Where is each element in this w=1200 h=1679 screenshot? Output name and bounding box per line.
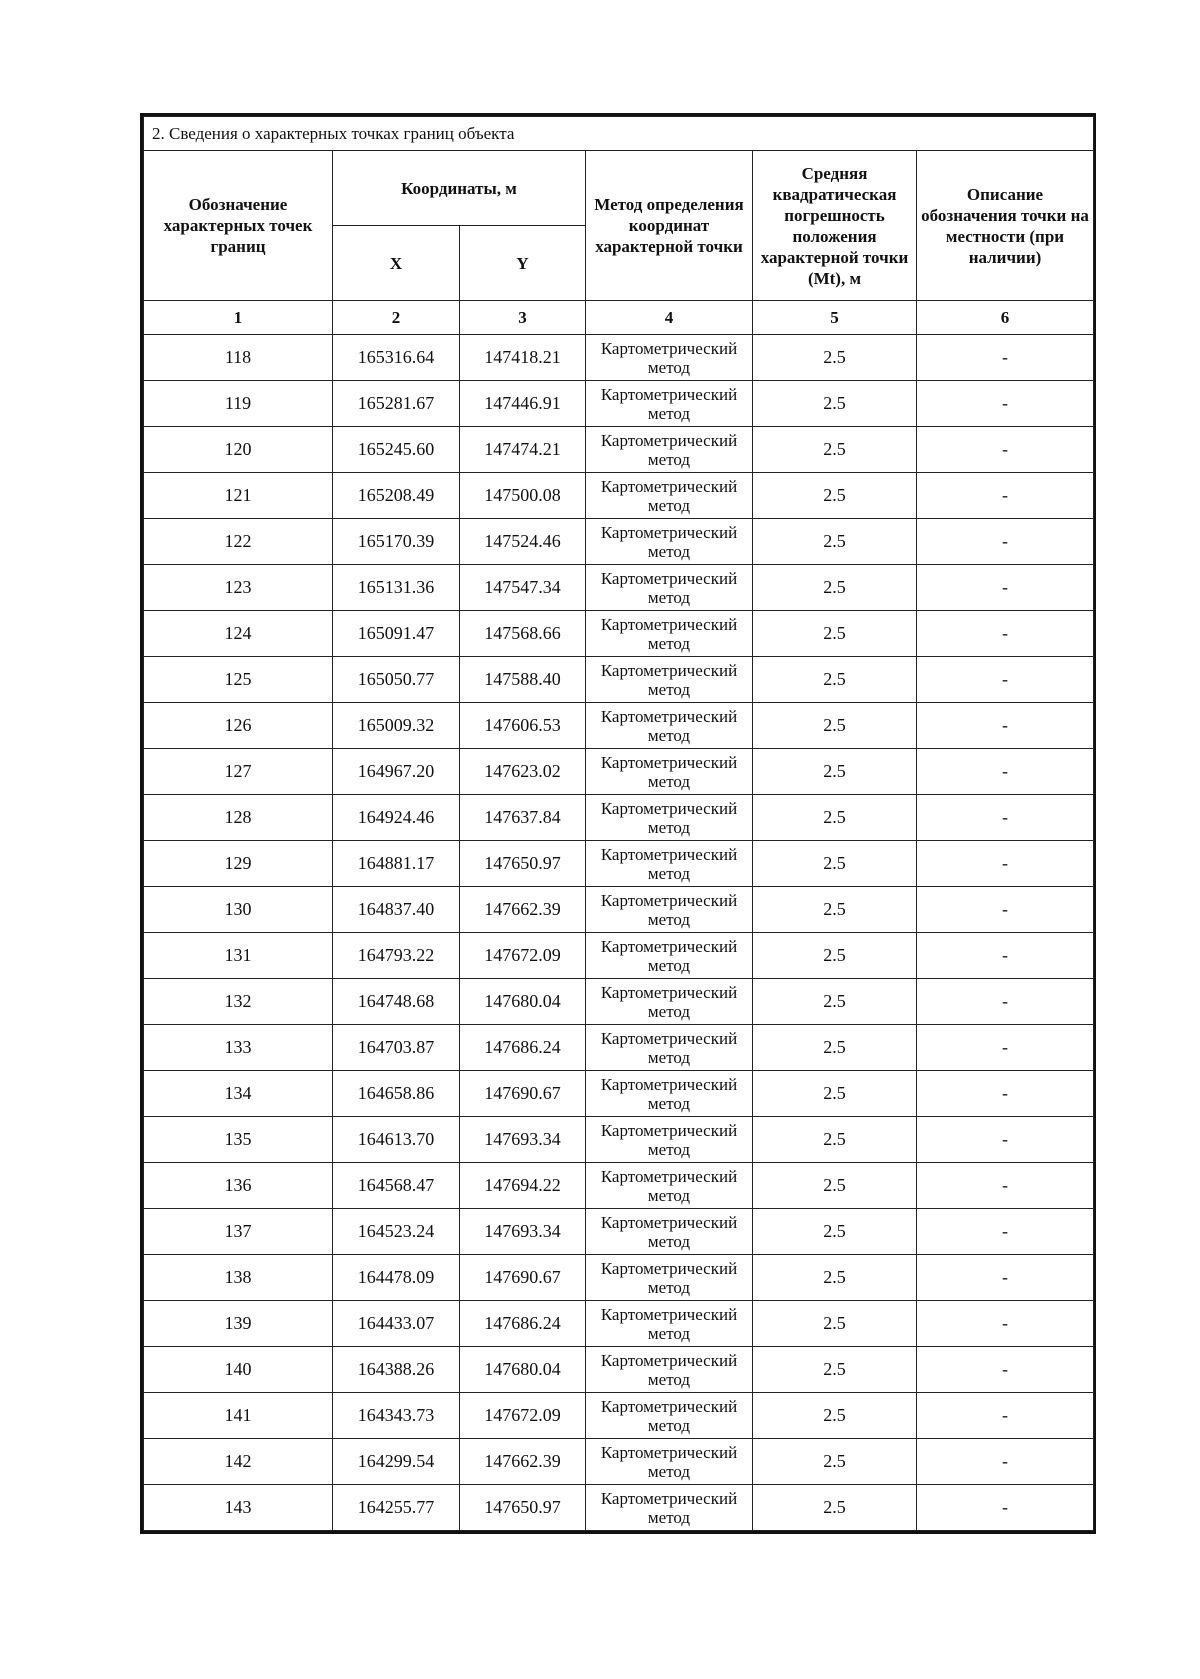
error-cell: 2.5 <box>753 1209 917 1255</box>
table-row <box>144 1255 1094 1301</box>
table-row <box>144 933 1094 979</box>
x-coordinate-cell: 164433.07 <box>333 1301 460 1347</box>
y-coordinate-cell: 147588.40 <box>460 657 586 703</box>
method-cell: Картометрический метод <box>586 1485 753 1531</box>
point-designation-cell: 133 <box>144 1025 333 1071</box>
error-cell: 2.5 <box>753 1025 917 1071</box>
point-designation-cell: 118 <box>144 335 333 381</box>
y-coordinate-cell: 147686.24 <box>460 1025 586 1071</box>
point-designation-cell: 120 <box>144 427 333 473</box>
description-cell: - <box>917 749 1094 795</box>
section-title: 2. Сведения о характерных точках границ объекта <box>144 117 1094 151</box>
error-cell: 2.5 <box>753 795 917 841</box>
method-cell: Картометрический метод <box>586 749 753 795</box>
y-coordinate-cell: 147637.84 <box>460 795 586 841</box>
method-cell: Картометрический метод <box>586 1071 753 1117</box>
header-y: Y <box>460 226 586 301</box>
point-designation-cell: 123 <box>144 565 333 611</box>
description-cell: - <box>917 979 1094 1025</box>
description-cell: - <box>917 1163 1094 1209</box>
column-number: 3 <box>460 301 586 335</box>
description-cell: - <box>917 703 1094 749</box>
method-cell: Картометрический метод <box>586 519 753 565</box>
description-cell: - <box>917 933 1094 979</box>
description-cell: - <box>917 1301 1094 1347</box>
description-cell: - <box>917 887 1094 933</box>
y-coordinate-cell: 147690.67 <box>460 1071 586 1117</box>
method-cell: Картометрический метод <box>586 1209 753 1255</box>
y-coordinate-cell: 147418.21 <box>460 335 586 381</box>
x-coordinate-cell: 164967.20 <box>333 749 460 795</box>
x-coordinate-cell: 165245.60 <box>333 427 460 473</box>
error-cell: 2.5 <box>753 841 917 887</box>
y-coordinate-cell: 147694.22 <box>460 1163 586 1209</box>
column-number: 1 <box>144 301 333 335</box>
y-coordinate-cell: 147446.91 <box>460 381 586 427</box>
error-cell: 2.5 <box>753 427 917 473</box>
header-description: Описание обозначения точки на местности (при наличии) <box>917 151 1094 301</box>
point-designation-cell: 141 <box>144 1393 333 1439</box>
error-cell: 2.5 <box>753 1163 917 1209</box>
table-row <box>144 473 1094 519</box>
description-cell: - <box>917 1071 1094 1117</box>
table-row <box>144 1071 1094 1117</box>
description-cell: - <box>917 1209 1094 1255</box>
description-cell: - <box>917 657 1094 703</box>
point-designation-cell: 122 <box>144 519 333 565</box>
point-designation-cell: 131 <box>144 933 333 979</box>
boundary-points-table-frame <box>140 113 1096 1534</box>
y-coordinate-cell: 147662.39 <box>460 887 586 933</box>
x-coordinate-cell: 165316.64 <box>333 335 460 381</box>
header-designation: Обозначение характерных точек границ <box>144 151 333 301</box>
y-coordinate-cell: 147672.09 <box>460 1393 586 1439</box>
y-coordinate-cell: 147650.97 <box>460 1485 586 1531</box>
x-coordinate-cell: 164703.87 <box>333 1025 460 1071</box>
error-cell: 2.5 <box>753 1439 917 1485</box>
table-row <box>144 657 1094 703</box>
method-cell: Картометрический метод <box>586 1117 753 1163</box>
error-cell: 2.5 <box>753 1485 917 1531</box>
x-coordinate-cell: 164748.68 <box>333 979 460 1025</box>
y-coordinate-cell: 147693.34 <box>460 1209 586 1255</box>
error-cell: 2.5 <box>753 473 917 519</box>
y-coordinate-cell: 147686.24 <box>460 1301 586 1347</box>
table-row <box>144 1347 1094 1393</box>
error-cell: 2.5 <box>753 381 917 427</box>
x-coordinate-cell: 165091.47 <box>333 611 460 657</box>
method-cell: Картометрический метод <box>586 427 753 473</box>
table-row <box>144 841 1094 887</box>
x-coordinate-cell: 164523.24 <box>333 1209 460 1255</box>
y-coordinate-cell: 147680.04 <box>460 979 586 1025</box>
error-cell: 2.5 <box>753 1117 917 1163</box>
x-coordinate-cell: 165281.67 <box>333 381 460 427</box>
description-cell: - <box>917 841 1094 887</box>
x-coordinate-cell: 164343.73 <box>333 1393 460 1439</box>
table-row <box>144 1485 1094 1531</box>
description-cell: - <box>917 335 1094 381</box>
table-row <box>144 1301 1094 1347</box>
point-designation-cell: 126 <box>144 703 333 749</box>
method-cell: Картометрический метод <box>586 979 753 1025</box>
table-row <box>144 335 1094 381</box>
point-designation-cell: 125 <box>144 657 333 703</box>
x-coordinate-cell: 165050.77 <box>333 657 460 703</box>
y-coordinate-cell: 147524.46 <box>460 519 586 565</box>
point-designation-cell: 135 <box>144 1117 333 1163</box>
column-number: 2 <box>333 301 460 335</box>
error-cell: 2.5 <box>753 519 917 565</box>
point-designation-cell: 121 <box>144 473 333 519</box>
table-row <box>144 1393 1094 1439</box>
x-coordinate-cell: 164658.86 <box>333 1071 460 1117</box>
table-row <box>144 1163 1094 1209</box>
method-cell: Картометрический метод <box>586 611 753 657</box>
y-coordinate-cell: 147547.34 <box>460 565 586 611</box>
y-coordinate-cell: 147606.53 <box>460 703 586 749</box>
y-coordinate-cell: 147568.66 <box>460 611 586 657</box>
table-row <box>144 1209 1094 1255</box>
header-error: Средняя квадратическая погрешность положения характерной точки (Mt), м <box>753 151 917 301</box>
method-cell: Картометрический метод <box>586 841 753 887</box>
x-coordinate-cell: 164568.47 <box>333 1163 460 1209</box>
error-cell: 2.5 <box>753 1347 917 1393</box>
error-cell: 2.5 <box>753 1393 917 1439</box>
point-designation-cell: 142 <box>144 1439 333 1485</box>
description-cell: - <box>917 565 1094 611</box>
x-coordinate-cell: 165208.49 <box>333 473 460 519</box>
table-body <box>144 335 1094 1531</box>
y-coordinate-cell: 147680.04 <box>460 1347 586 1393</box>
x-coordinate-cell: 164924.46 <box>333 795 460 841</box>
x-coordinate-cell: 165131.36 <box>333 565 460 611</box>
table-row <box>144 1439 1094 1485</box>
x-coordinate-cell: 164837.40 <box>333 887 460 933</box>
table-row <box>144 795 1094 841</box>
method-cell: Картометрический метод <box>586 1301 753 1347</box>
method-cell: Картометрический метод <box>586 1163 753 1209</box>
error-cell: 2.5 <box>753 611 917 657</box>
point-designation-cell: 139 <box>144 1301 333 1347</box>
x-coordinate-cell: 165170.39 <box>333 519 460 565</box>
y-coordinate-cell: 147672.09 <box>460 933 586 979</box>
table-row <box>144 979 1094 1025</box>
column-number: 4 <box>586 301 753 335</box>
description-cell: - <box>917 1393 1094 1439</box>
description-cell: - <box>917 1255 1094 1301</box>
boundary-points-table <box>143 116 1094 1531</box>
error-cell: 2.5 <box>753 933 917 979</box>
y-coordinate-cell: 147693.34 <box>460 1117 586 1163</box>
y-coordinate-cell: 147623.02 <box>460 749 586 795</box>
error-cell: 2.5 <box>753 1301 917 1347</box>
x-coordinate-cell: 165009.32 <box>333 703 460 749</box>
x-coordinate-cell: 164613.70 <box>333 1117 460 1163</box>
point-designation-cell: 143 <box>144 1485 333 1531</box>
table-row <box>144 1117 1094 1163</box>
description-cell: - <box>917 795 1094 841</box>
y-coordinate-cell: 147500.08 <box>460 473 586 519</box>
header-coordinates: Координаты, м <box>333 151 586 226</box>
description-cell: - <box>917 1347 1094 1393</box>
point-designation-cell: 137 <box>144 1209 333 1255</box>
error-cell: 2.5 <box>753 749 917 795</box>
method-cell: Картометрический метод <box>586 703 753 749</box>
method-cell: Картометрический метод <box>586 381 753 427</box>
table-row <box>144 611 1094 657</box>
method-cell: Картометрический метод <box>586 335 753 381</box>
column-number: 6 <box>917 301 1094 335</box>
description-cell: - <box>917 381 1094 427</box>
method-cell: Картометрический метод <box>586 657 753 703</box>
method-cell: Картометрический метод <box>586 1393 753 1439</box>
error-cell: 2.5 <box>753 657 917 703</box>
point-designation-cell: 119 <box>144 381 333 427</box>
method-cell: Картометрический метод <box>586 1439 753 1485</box>
point-designation-cell: 129 <box>144 841 333 887</box>
description-cell: - <box>917 473 1094 519</box>
error-cell: 2.5 <box>753 565 917 611</box>
error-cell: 2.5 <box>753 335 917 381</box>
header-x: X <box>333 226 460 301</box>
table-row <box>144 381 1094 427</box>
table-row <box>144 519 1094 565</box>
table-row <box>144 887 1094 933</box>
table-row <box>144 427 1094 473</box>
method-cell: Картометрический метод <box>586 1347 753 1393</box>
table-row <box>144 749 1094 795</box>
method-cell: Картометрический метод <box>586 473 753 519</box>
point-designation-cell: 134 <box>144 1071 333 1117</box>
point-designation-cell: 127 <box>144 749 333 795</box>
error-cell: 2.5 <box>753 703 917 749</box>
description-cell: - <box>917 427 1094 473</box>
x-coordinate-cell: 164388.26 <box>333 1347 460 1393</box>
header-method: Метод определения координат характерной точки <box>586 151 753 301</box>
table-row <box>144 1025 1094 1071</box>
y-coordinate-cell: 147474.21 <box>460 427 586 473</box>
y-coordinate-cell: 147690.67 <box>460 1255 586 1301</box>
method-cell: Картометрический метод <box>586 887 753 933</box>
error-cell: 2.5 <box>753 979 917 1025</box>
x-coordinate-cell: 164299.54 <box>333 1439 460 1485</box>
point-designation-cell: 136 <box>144 1163 333 1209</box>
point-designation-cell: 140 <box>144 1347 333 1393</box>
x-coordinate-cell: 164793.22 <box>333 933 460 979</box>
y-coordinate-cell: 147650.97 <box>460 841 586 887</box>
error-cell: 2.5 <box>753 887 917 933</box>
table-row <box>144 703 1094 749</box>
description-cell: - <box>917 1117 1094 1163</box>
description-cell: - <box>917 611 1094 657</box>
x-coordinate-cell: 164881.17 <box>333 841 460 887</box>
method-cell: Картометрический метод <box>586 1025 753 1071</box>
point-designation-cell: 132 <box>144 979 333 1025</box>
description-cell: - <box>917 519 1094 565</box>
method-cell: Картометрический метод <box>586 795 753 841</box>
point-designation-cell: 138 <box>144 1255 333 1301</box>
description-cell: - <box>917 1025 1094 1071</box>
table-row <box>144 565 1094 611</box>
x-coordinate-cell: 164255.77 <box>333 1485 460 1531</box>
point-designation-cell: 130 <box>144 887 333 933</box>
description-cell: - <box>917 1485 1094 1531</box>
method-cell: Картометрический метод <box>586 565 753 611</box>
y-coordinate-cell: 147662.39 <box>460 1439 586 1485</box>
error-cell: 2.5 <box>753 1255 917 1301</box>
method-cell: Картометрический метод <box>586 1255 753 1301</box>
x-coordinate-cell: 164478.09 <box>333 1255 460 1301</box>
method-cell: Картометрический метод <box>586 933 753 979</box>
description-cell: - <box>917 1439 1094 1485</box>
column-number: 5 <box>753 301 917 335</box>
point-designation-cell: 124 <box>144 611 333 657</box>
error-cell: 2.5 <box>753 1071 917 1117</box>
point-designation-cell: 128 <box>144 795 333 841</box>
column-numbers-row <box>144 301 1094 335</box>
